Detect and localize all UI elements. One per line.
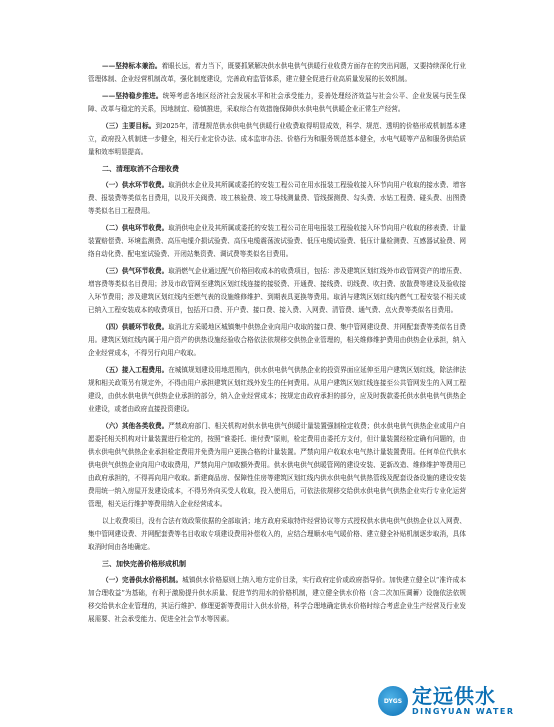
paragraph-lead: （五）接入工程费用。 [102,366,169,374]
paragraph-lead: ——坚持稳步推进。 [102,92,163,100]
paragraph-text: 以上收费项目，没有合法有效政策依据的全部取消；地方政府采取特许经营协议等方式授权供水供电供气供热企业以入网费、集中管网建设费、并网配套费等名目收取专项建设费用补偿收入的，应结合理顺水电气暖价格、建立健全补贴机制逐步取消，具体取消时间由各地确定。 [88,517,466,551]
paragraph-text: 在城镇规划建设用地范围内，供水供电供气供热企业的投资界面应延伸至用户建筑区划红线，除法律法规和相关政策另有规定外，不得由用户承担建筑区划红线外发生的任何费用。从用户建筑区划红线连接至公共管网发生的入网工程建设，由供水供电供气供热企业承担的部分，纳入企业经营成本；按规定由政府承担的部分，应及时拨款委托供水供电供气供热企业建设，或者由政府直接投资建设。 [88,366,466,413]
paragraph-lead: （一）完善供水价格机制。 [102,576,183,584]
paragraph-lead: （一）供水环节收费。 [102,181,169,189]
paragraph-lead: （三）主要目标。 [102,122,156,130]
body-paragraph [88,90,466,116]
section-heading: 二、清理取消不合理收费 [102,165,179,173]
watermark-en: DINGYUAN WATER [412,707,515,716]
body-paragraph [88,364,466,416]
body-paragraph [88,574,466,626]
body-paragraph [88,222,466,261]
body-paragraph [88,120,466,159]
watermark-text [412,686,515,716]
body-paragraph [88,265,466,317]
paragraph-text: 严禁政府部门、相关机构对供水供电供气供暖计量装置强制检定收费；供水供电供气供热企业或用户自愿委托相关机构对计量装置进行检定的，按照“谁委托、谁付费”原则，检定费用由委托方支付，但计量装置经检定确有问题的，由供水供电供气供热企业承担检定费用并免费为用户更换合格的计量装置。严禁向用户收取水电气热计量装置费用。任何单位代供水供电供气供热企业向用户收取费用，严禁向用户加收额外费用。供水供电供气供暖管网的建设安装、更新改造、维修维护等费用已由政府承担的，不得再向用户收取。新建商品房、保障性住房等建筑区划红线内供水供电供气供热管线及配套设备设施的建设安装费用统一纳入房屋开发建设成本，不得另外向买受人收取，投入使用后，可依法依规移交给供水供电供气供热企业实行专业化运营管理，相关运行维护等费用纳入企业经营成本。 [88,422,466,508]
water-drop-icon: DYGS [378,686,408,716]
body-paragraph [88,420,466,511]
watermark-logo [378,681,548,721]
paragraph-lead: ——坚持标本兼治。 [102,62,162,70]
paragraph-lead: （六）其他各类收费。 [102,422,169,430]
paragraph-text: 统筹考虑各地区经济社会发展水平和社会承受能力，妥善处理经济效益与社会公平、企业发展与民生保障、改革与稳定的关系，因地制宜、稳慎推进，采取综合有效措施保障供水供电供气供暖企业正常生产经营。 [88,92,467,113]
paragraph-text: 取消供水企业及其所属或委托的安装工程公司在用水报装工程验收接入环节向用户收取的接水费、增容费、报装费等类似名目费用，以及开关阀费、竣工核验费、竣工导线测量费、管线探测费、勾头费、水钻工程费、碰头费、出图费等类似名目工程费用。 [88,181,466,215]
paragraph-text: 取消燃气企业通过配气价格回收成本的收费项目，包括：涉及建筑区划红线外市政管网资产的增压费、增容费等类似名目费用；涉及市政管网至建筑区划红线连接的接驳费、开通费、接线费、切线费、吹扫费、放散费等建设及验收接入环节费用；涉及建筑区划红线内至燃气表的设施维修维护、到期表具更换等费用。取消与建筑区划红线内燃气工程安装不相关或已纳入工程安装成本的收费项目，包括开口费、开户费、接口费、接入费、入网费、清管费、通气费、点火费等类似名目费用。 [88,267,466,314]
body-paragraph [88,179,466,218]
body-paragraph [88,515,466,554]
paragraph-text: 城镇供水价格原则上纳入地方定价目录，实行政府定价或政府指导价。加快建立健全以“准许成本加合理收益”为基础，有利于激励提升供水质量、促进节约用水的价格机制，建立健全供水价格（含二次加压调蓄）设施依法依规移交给供水企业管理的，其运行维护、修理更新等费用计入供水价格，科学合理地确定供水价格时综合考虑企业生产经营及行业发展需要、社会承受能力、促进全社会节水等因素。 [88,576,466,623]
body-paragraph [88,60,466,86]
paragraph-lead: （四）供暖环节收费。 [102,323,169,331]
paragraph-text: 取消北方采暖地区城镇集中供热企业向用户收取的接口费、集中管网建设费、并网配套费等类似名目费用。建筑区划红线内属于用户资产的供热设施经验收合格依法依规移交供热企业管理的，相关维修维护费用由供热企业承担，纳入企业经营成本，不得另行向用户收取。 [88,323,466,357]
paragraph-text: 取消供电企业及其所属或委托的安装工程公司在用电报装工程验收接入环节向用户收取的移表费、计量装置赔偿费、环境监测费、高压电缆介损试验费、高压电缆震荡波试验费、低压电缆试验费、低压计量检测费、互感器试验费、网络自动化费、配电室试验费、开闭站集资费、调试费等类似名目费用。 [88,224,466,258]
paragraph-text: 到2025年，清理规范供水供电供气供暖行业收费取得明显成效，科学、规范、透明的价格形成机制基本建立，政府投入机制进一步健全，相关行业定价办法、成本监审办法、价格行为和服务规范基本健全，水电气暖等产品和服务供给质量和效率明显提高。 [88,122,467,156]
paragraph-text: 着眼长远，着力当下，既要抓紧解决供水供电供气供暖行业收费方面存在的突出问题，又要持续深化行业管理体制、企业经营机制改革，强化制度建设，完善政府监管体系，建立健全促进行业高质量发展的长效机制。 [88,62,466,83]
body-paragraph [88,321,466,360]
watermark-cn: 定远供水 [412,684,496,708]
paragraph-lead: （二）供电环节收费。 [102,224,169,232]
section-heading: 三、加快完善价格形成机制 [102,560,186,568]
paragraph-lead: （三）供气环节收费。 [102,267,169,275]
